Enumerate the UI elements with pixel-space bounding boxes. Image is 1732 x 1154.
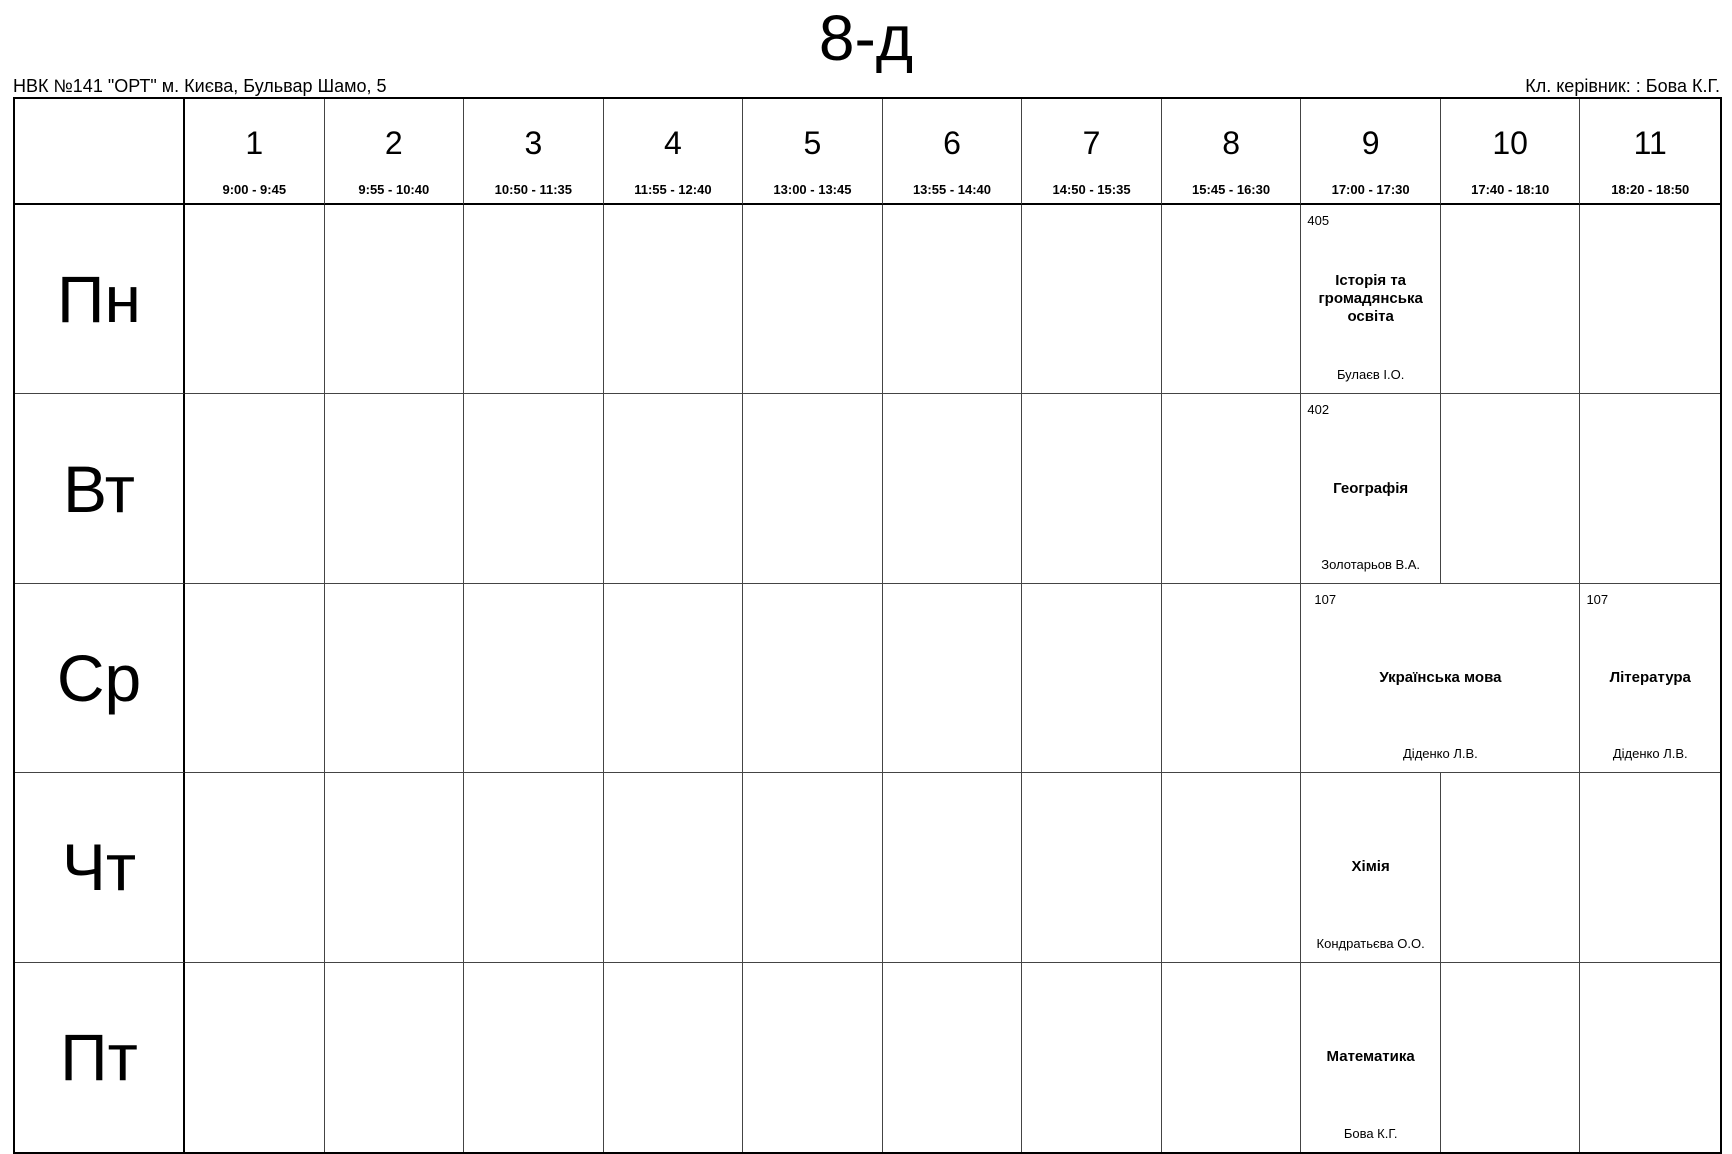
period-time: 10:50 - 11:35 [494,182,573,197]
room-number: 402 [1307,402,1330,418]
period-time: 13:00 - 13:45 [773,182,852,197]
period-time: 17:40 - 18:10 [1471,182,1550,197]
subject-name: Література [1609,668,1691,686]
teacher-name: Кондратьєва О.О. [1316,935,1425,951]
empty-slot [743,205,883,394]
period-time: 17:00 - 17:30 [1331,182,1410,197]
school-name: НВК №141 "ОРТ" м. Києва, Бульвар Шамо, 5 [13,76,387,96]
lesson-cell [1301,584,1580,773]
empty-slot [604,205,744,394]
empty-slot [464,963,604,1152]
empty-slot [185,205,325,394]
period-time: 18:20 - 18:50 [1611,182,1690,197]
empty-slot [743,394,883,583]
subject-name: Українська мова [1379,668,1502,686]
empty-slot [1441,205,1581,394]
period-header [1580,99,1720,205]
lesson-cell [1301,205,1441,394]
subject-name: Географія [1333,479,1409,497]
empty-slot [1022,394,1162,583]
subject-name: Історія та громадянська освіта [1318,272,1423,326]
empty-slot [743,584,883,773]
day-label: Ср [56,640,142,715]
period-header [325,99,465,205]
empty-slot [1441,394,1581,583]
empty-slot [604,584,744,773]
empty-slot [325,773,465,962]
empty-slot [1162,773,1302,962]
period-header [1162,99,1302,205]
period-time: 9:55 - 10:40 [358,182,430,197]
day-label: Пт [60,1020,138,1095]
period-header [743,99,883,205]
day-label: Чт [61,830,137,905]
room-number: 107 [1586,591,1609,607]
teacher-name: Золотарьов В.А. [1321,556,1421,572]
day-label-cell [15,394,185,583]
period-number: 5 [803,125,822,161]
empty-slot [185,963,325,1152]
empty-slot [1162,584,1302,773]
teacher-name: Діденко Л.В. [1612,746,1688,762]
subject-name: Математика [1326,1048,1415,1066]
empty-slot [743,773,883,962]
empty-slot [325,584,465,773]
lesson-cell [1301,963,1441,1152]
empty-slot [185,584,325,773]
empty-slot [604,394,744,583]
empty-slot [1580,205,1720,394]
empty-slot [1022,205,1162,394]
teacher-name: Булаєв І.О. [1336,367,1405,383]
period-time: 14:50 - 15:35 [1052,182,1131,197]
day-label-cell [15,584,185,773]
empty-slot [1162,205,1302,394]
empty-slot [1022,963,1162,1152]
empty-slot [604,773,744,962]
timetable [13,97,1722,1154]
period-number: 1 [245,125,264,161]
class-teacher: Кл. керівник: : Бова К.Г. [1525,76,1720,96]
period-header [185,99,325,205]
period-number: 10 [1492,125,1528,161]
empty-slot [1441,773,1581,962]
period-header [883,99,1023,205]
empty-slot [1162,394,1302,583]
period-header [604,99,744,205]
period-number: 9 [1361,125,1380,161]
period-number: 6 [943,125,961,161]
period-number: 11 [1633,125,1667,161]
day-label-cell [15,205,185,394]
teacher-name: Бова К.Г. [1343,1125,1398,1141]
period-number: 3 [524,125,543,161]
empty-slot [1580,394,1720,583]
empty-slot [883,394,1023,583]
lesson-cell [1301,394,1441,583]
empty-slot [464,584,604,773]
period-header [1441,99,1581,205]
period-header [464,99,604,205]
empty-slot [325,205,465,394]
empty-slot [883,584,1023,773]
lesson-cell [1580,584,1720,773]
empty-slot [1580,773,1720,962]
empty-slot [883,205,1023,394]
teacher-name: Діденко Л.В. [1403,746,1478,762]
day-label: Вт [62,451,136,526]
period-time: 11:55 - 12:40 [634,182,712,197]
page-title: 8-д [818,2,914,74]
period-time: 15:45 - 16:30 [1192,182,1271,197]
period-number: 4 [664,125,682,161]
empty-slot [1162,963,1302,1152]
empty-slot [464,205,604,394]
period-time: 9:00 - 9:45 [222,182,287,197]
empty-slot [464,394,604,583]
corner-cell [15,99,185,205]
day-label: Пн [57,262,141,337]
period-number: 7 [1082,125,1101,161]
empty-slot [325,963,465,1152]
empty-slot [185,394,325,583]
day-label-cell [15,773,185,962]
empty-slot [325,394,465,583]
empty-slot [604,963,744,1152]
room-number: 107 [1314,591,1337,607]
room-number: 405 [1307,213,1330,228]
empty-slot [1022,584,1162,773]
subject-name: Хімія [1351,858,1390,876]
period-header [1301,99,1441,205]
period-time: 13:55 - 14:40 [912,182,992,197]
empty-slot [883,773,1023,962]
period-number: 8 [1222,125,1240,161]
empty-slot [1022,773,1162,962]
lesson-cell [1301,773,1441,962]
empty-slot [743,963,883,1152]
day-label-cell [15,963,185,1152]
empty-slot [883,963,1023,1152]
period-number: 2 [384,125,403,161]
empty-slot [1580,963,1720,1152]
period-header [1022,99,1162,205]
empty-slot [185,773,325,962]
empty-slot [1441,963,1581,1152]
empty-slot [464,773,604,962]
